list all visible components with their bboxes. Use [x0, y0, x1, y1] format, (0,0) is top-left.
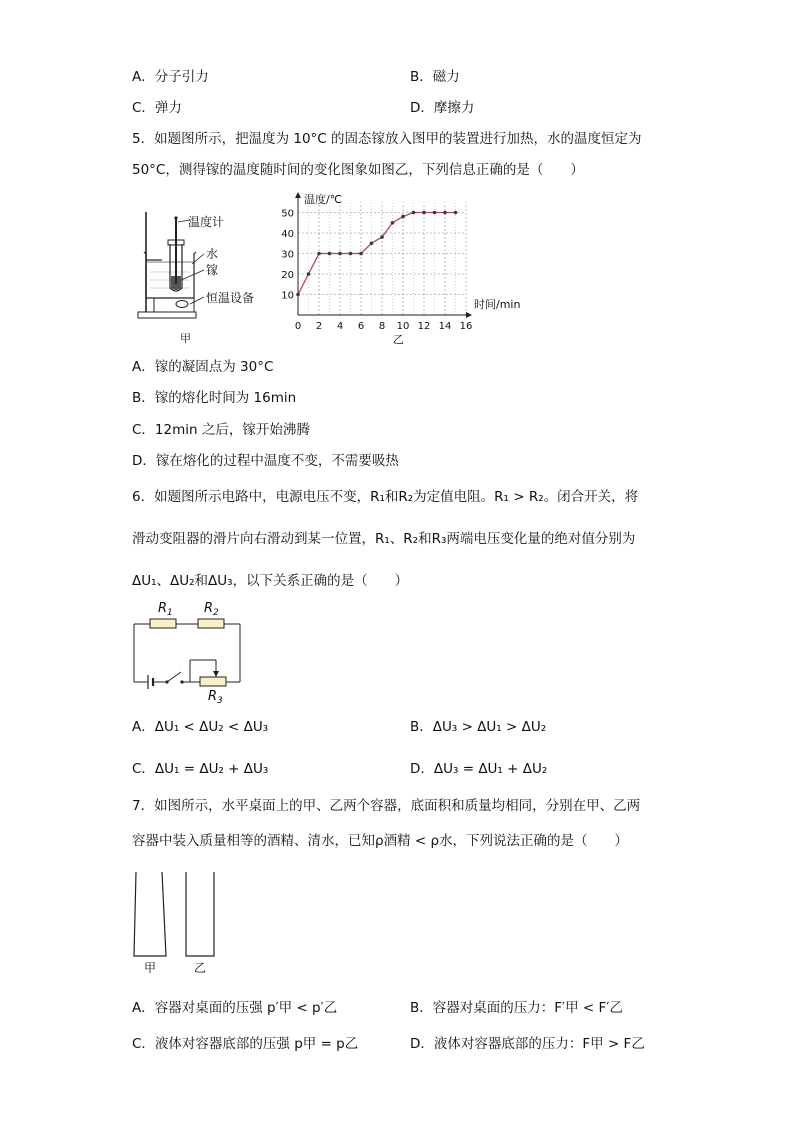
q4-option-a: A．分子引力 — [132, 69, 209, 85]
q6-circuit-diagram — [128, 598, 258, 710]
r2-resistor — [198, 619, 224, 628]
chart-y-label: 温度/℃ — [304, 193, 343, 206]
water-label: 水 — [206, 247, 219, 261]
q5-option-d: D．镓在熔化的过程中温度不变，不需要吸热 — [132, 453, 399, 469]
chart-data-point — [328, 252, 332, 256]
q6-option-a: A．ΔU₁ < ΔU₂ < ΔU₃ — [132, 719, 269, 735]
chart-data-point — [380, 235, 384, 239]
chart-data-point — [338, 252, 342, 256]
q6-stem-line1: 6．如题图所示电路中，电源电压不变，R₁和R₂为定值电阻。R₁ > R₂。闭合开关，将 — [132, 489, 639, 505]
chart-data-point — [307, 272, 311, 276]
chart-y-tick-label: 40 — [281, 229, 294, 240]
chart-data-point — [296, 293, 300, 297]
q6-option-d: D．ΔU₃ = ΔU₁ + ΔU₂ — [410, 761, 548, 777]
container-b-label: 乙 — [194, 961, 207, 975]
chart-y-tick-label: 30 — [281, 249, 294, 261]
chart-caption: 乙 — [393, 333, 404, 346]
q7-stem-line1: 7．如图所示，水平桌面上的甲、乙两个容器，底面积和质量均相同，分别在甲、乙两 — [132, 798, 641, 814]
r1-resistor — [150, 619, 176, 628]
q5-option-c: C．12min 之后，镓开始沸腾 — [132, 422, 310, 438]
q7-option-d: D．液体对容器底部的压力：F甲 > F乙 — [410, 1036, 645, 1052]
chart-x-tick-label: 10 — [396, 321, 410, 332]
q5-temperature-chart — [280, 188, 530, 350]
q6-stem-line3: ΔU₁、ΔU₂和ΔU₃，以下关系正确的是（ ） — [132, 573, 409, 589]
q5-stem-line1: 5．如题图所示，把温度为 10°C 的固态镓放入图甲的装置进行加热，水的温度恒定为 — [132, 131, 642, 147]
r3-rheostat — [200, 677, 226, 686]
q5-apparatus-figure — [132, 200, 282, 350]
q7-stem-line2: 容器中装入质量相等的酒精、清水，已知ρ酒精 < ρ水，下列说法正确的是（ ） — [132, 833, 629, 849]
chart-x-tick-label: 16 — [459, 321, 473, 332]
chart-x-tick-label: 12 — [417, 321, 431, 332]
q6-stem-line2: 滑动变阻器的滑片向右滑动到某一位置，R₁、R₂和R₃两端电压变化量的绝对值分别为 — [132, 531, 636, 547]
chart-x-tick-label: 14 — [438, 321, 452, 332]
chart-data-point — [412, 211, 416, 215]
chart-y-tick-label: 50 — [281, 208, 294, 220]
chart-x-tick-label: 0 — [294, 321, 302, 332]
q7-containers-figure — [128, 868, 228, 978]
q5-option-a: A．镓的凝固点为 30°C — [132, 359, 274, 375]
q7-option-c: C．液体对容器底部的压强 p甲 = p乙 — [132, 1036, 359, 1052]
q6-option-b: B．ΔU₃ > ΔU₁ > ΔU₂ — [410, 719, 547, 735]
chart-y-tick-label: 10 — [281, 290, 294, 302]
chart-data-point — [454, 211, 458, 215]
chart-data-point — [422, 211, 426, 215]
chart-data-point — [443, 211, 447, 215]
chart-x-tick-label: 4 — [336, 321, 344, 332]
thermometer-label: 温度计 — [188, 215, 225, 229]
r1-label: $R_1$ — [158, 601, 173, 618]
chart-x-tick-label: 8 — [378, 321, 386, 332]
q7-option-b: B．容器对桌面的压力：F′甲 < F′乙 — [410, 1000, 623, 1016]
chart-x-label: 时间/min — [474, 298, 521, 311]
q4-option-d: D．摩擦力 — [410, 100, 475, 116]
chart-data-point — [359, 252, 363, 256]
container-b — [186, 872, 214, 956]
q5-stem-line2: 50°C，测得镓的温度随时间的变化图象如图乙，下列信息正确的是（ ） — [132, 162, 584, 178]
chart-data-point — [317, 252, 321, 256]
q4-option-b: B．磁力 — [410, 69, 460, 85]
container-a-label: 甲 — [144, 961, 157, 975]
r2-label: $R_2$ — [204, 601, 219, 618]
q7-option-a: A．容器对桌面的压强 p′甲 < p′乙 — [132, 1000, 338, 1016]
q4-option-c: C．弹力 — [132, 100, 182, 116]
chart-data-point — [349, 252, 353, 256]
gallium-label: 镓 — [206, 263, 219, 277]
switch — [167, 672, 181, 682]
chart-data-point — [401, 215, 405, 219]
chart-data-point — [433, 211, 437, 215]
chart-x-tick-label: 6 — [357, 321, 365, 332]
q6-option-c: C．ΔU₁ = ΔU₂ + ΔU₃ — [132, 761, 269, 777]
chart-x-tick-label: 2 — [315, 321, 323, 332]
r3-label: $R_3$ — [208, 689, 223, 706]
chart-y-tick-label: 20 — [281, 270, 294, 281]
chart-data-point — [370, 241, 374, 245]
q5-option-b: B．镓的熔化时间为 16min — [132, 390, 297, 406]
chart-data-point — [391, 221, 395, 225]
apparatus-caption: 甲 — [180, 332, 191, 345]
container-a — [134, 872, 166, 956]
heater-label: 恒温设备 — [206, 291, 255, 305]
slider-arrow — [213, 671, 219, 677]
